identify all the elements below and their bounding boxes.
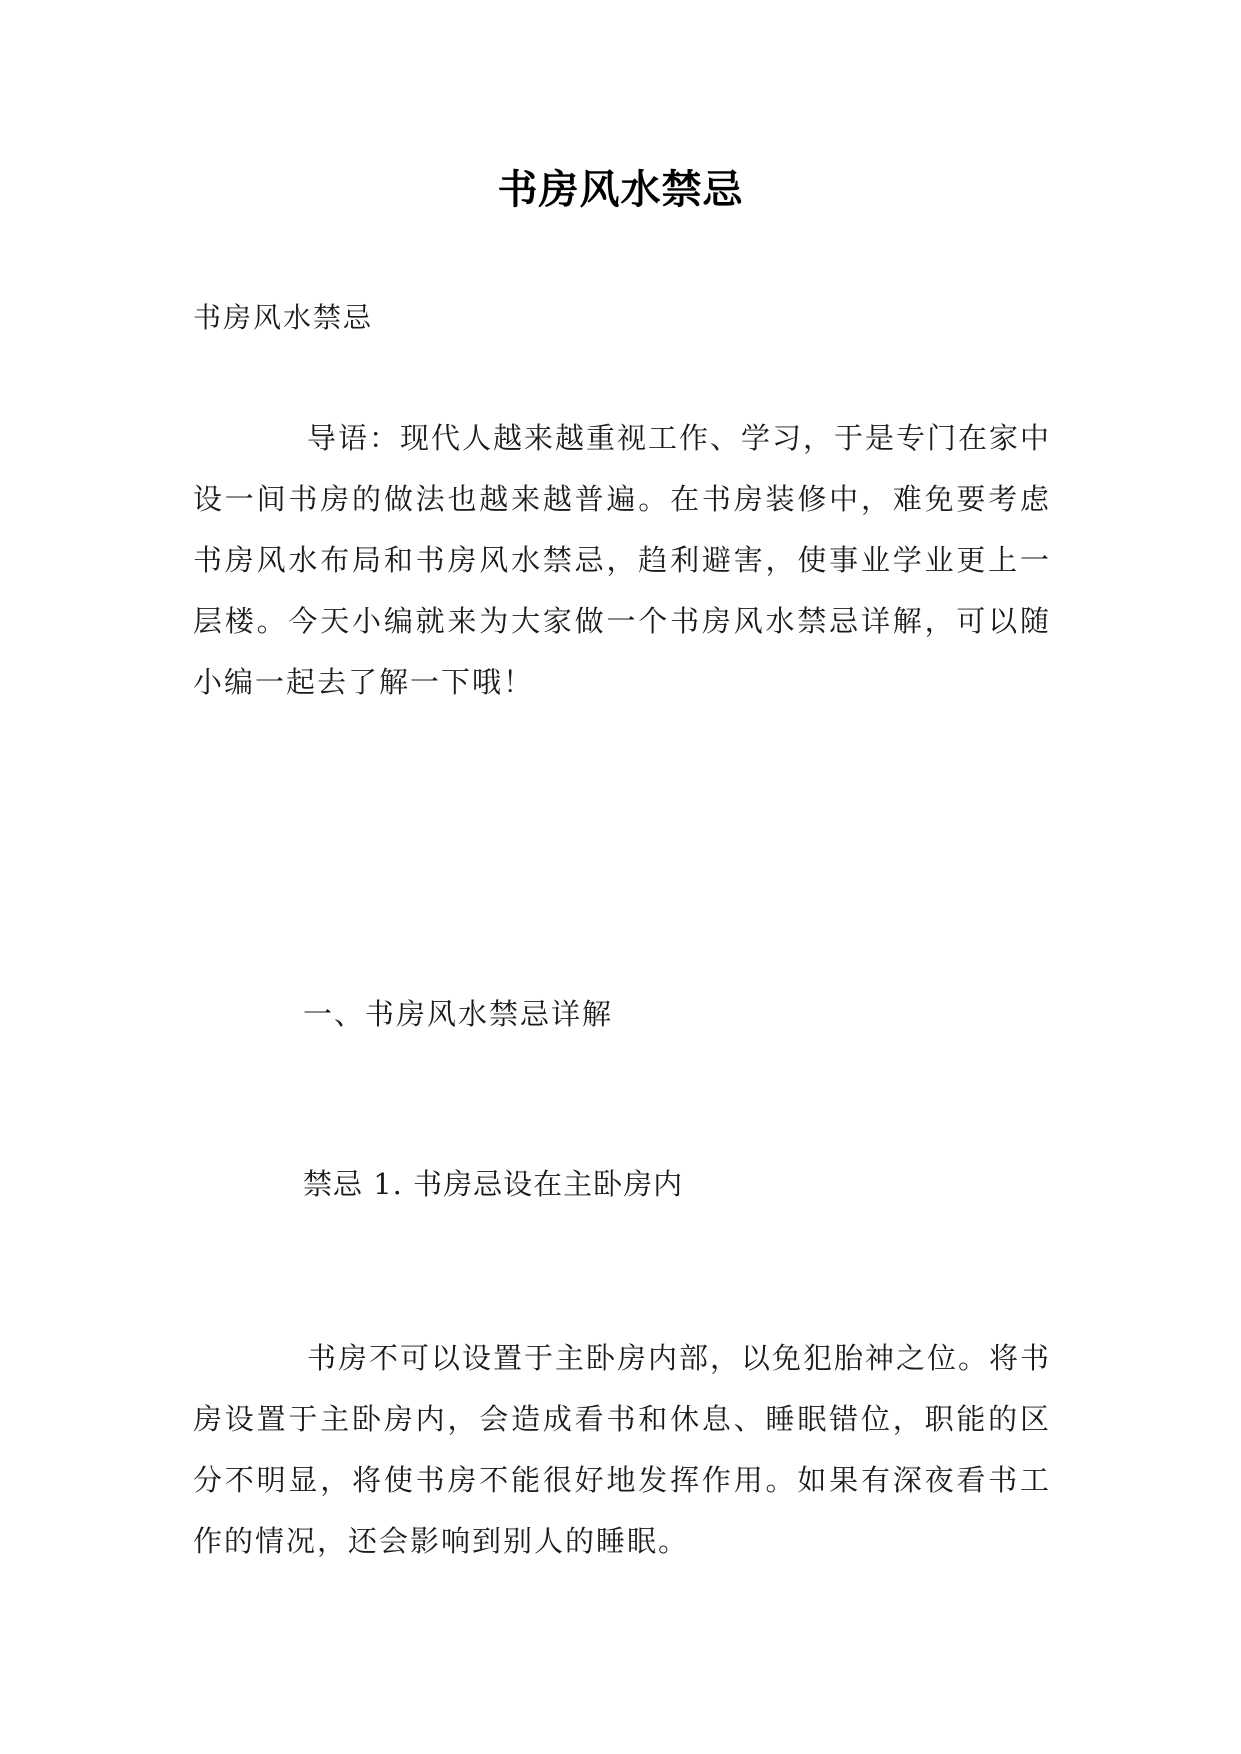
document-title: 书房风水禁忌 bbox=[497, 166, 744, 213]
rule-1-heading: 禁忌 1. 书房忌设在主卧房内 bbox=[303, 1167, 684, 1201]
intro-paragraph: 导语：现代人越来越重视工作、学习，于是专门在家中设一间书房的做法也越来越普遍。在书房装修中，难免要考虑书房风水布局和书房风水禁忌，趋利避害，使事业学业更上一层楼。今天小编就来为大家做一个书房风水禁忌详解，可以随小编一起去了解一下哦！ bbox=[193, 421, 1052, 699]
section-heading: 一、书房风水禁忌详解 bbox=[303, 997, 614, 1031]
document-subtitle: 书房风水禁忌 bbox=[193, 301, 374, 334]
rule-1-body-paragraph: 书房不可以设置于主卧房内部，以免犯胎神之位。将书房设置于主卧房内，会造成看书和休息、睡眠错位，职能的区分不明显，将使书房不能很好地发挥作用。如果有深夜看书工作的情况，还会影响到别人的睡眠。 bbox=[193, 1341, 1052, 1558]
